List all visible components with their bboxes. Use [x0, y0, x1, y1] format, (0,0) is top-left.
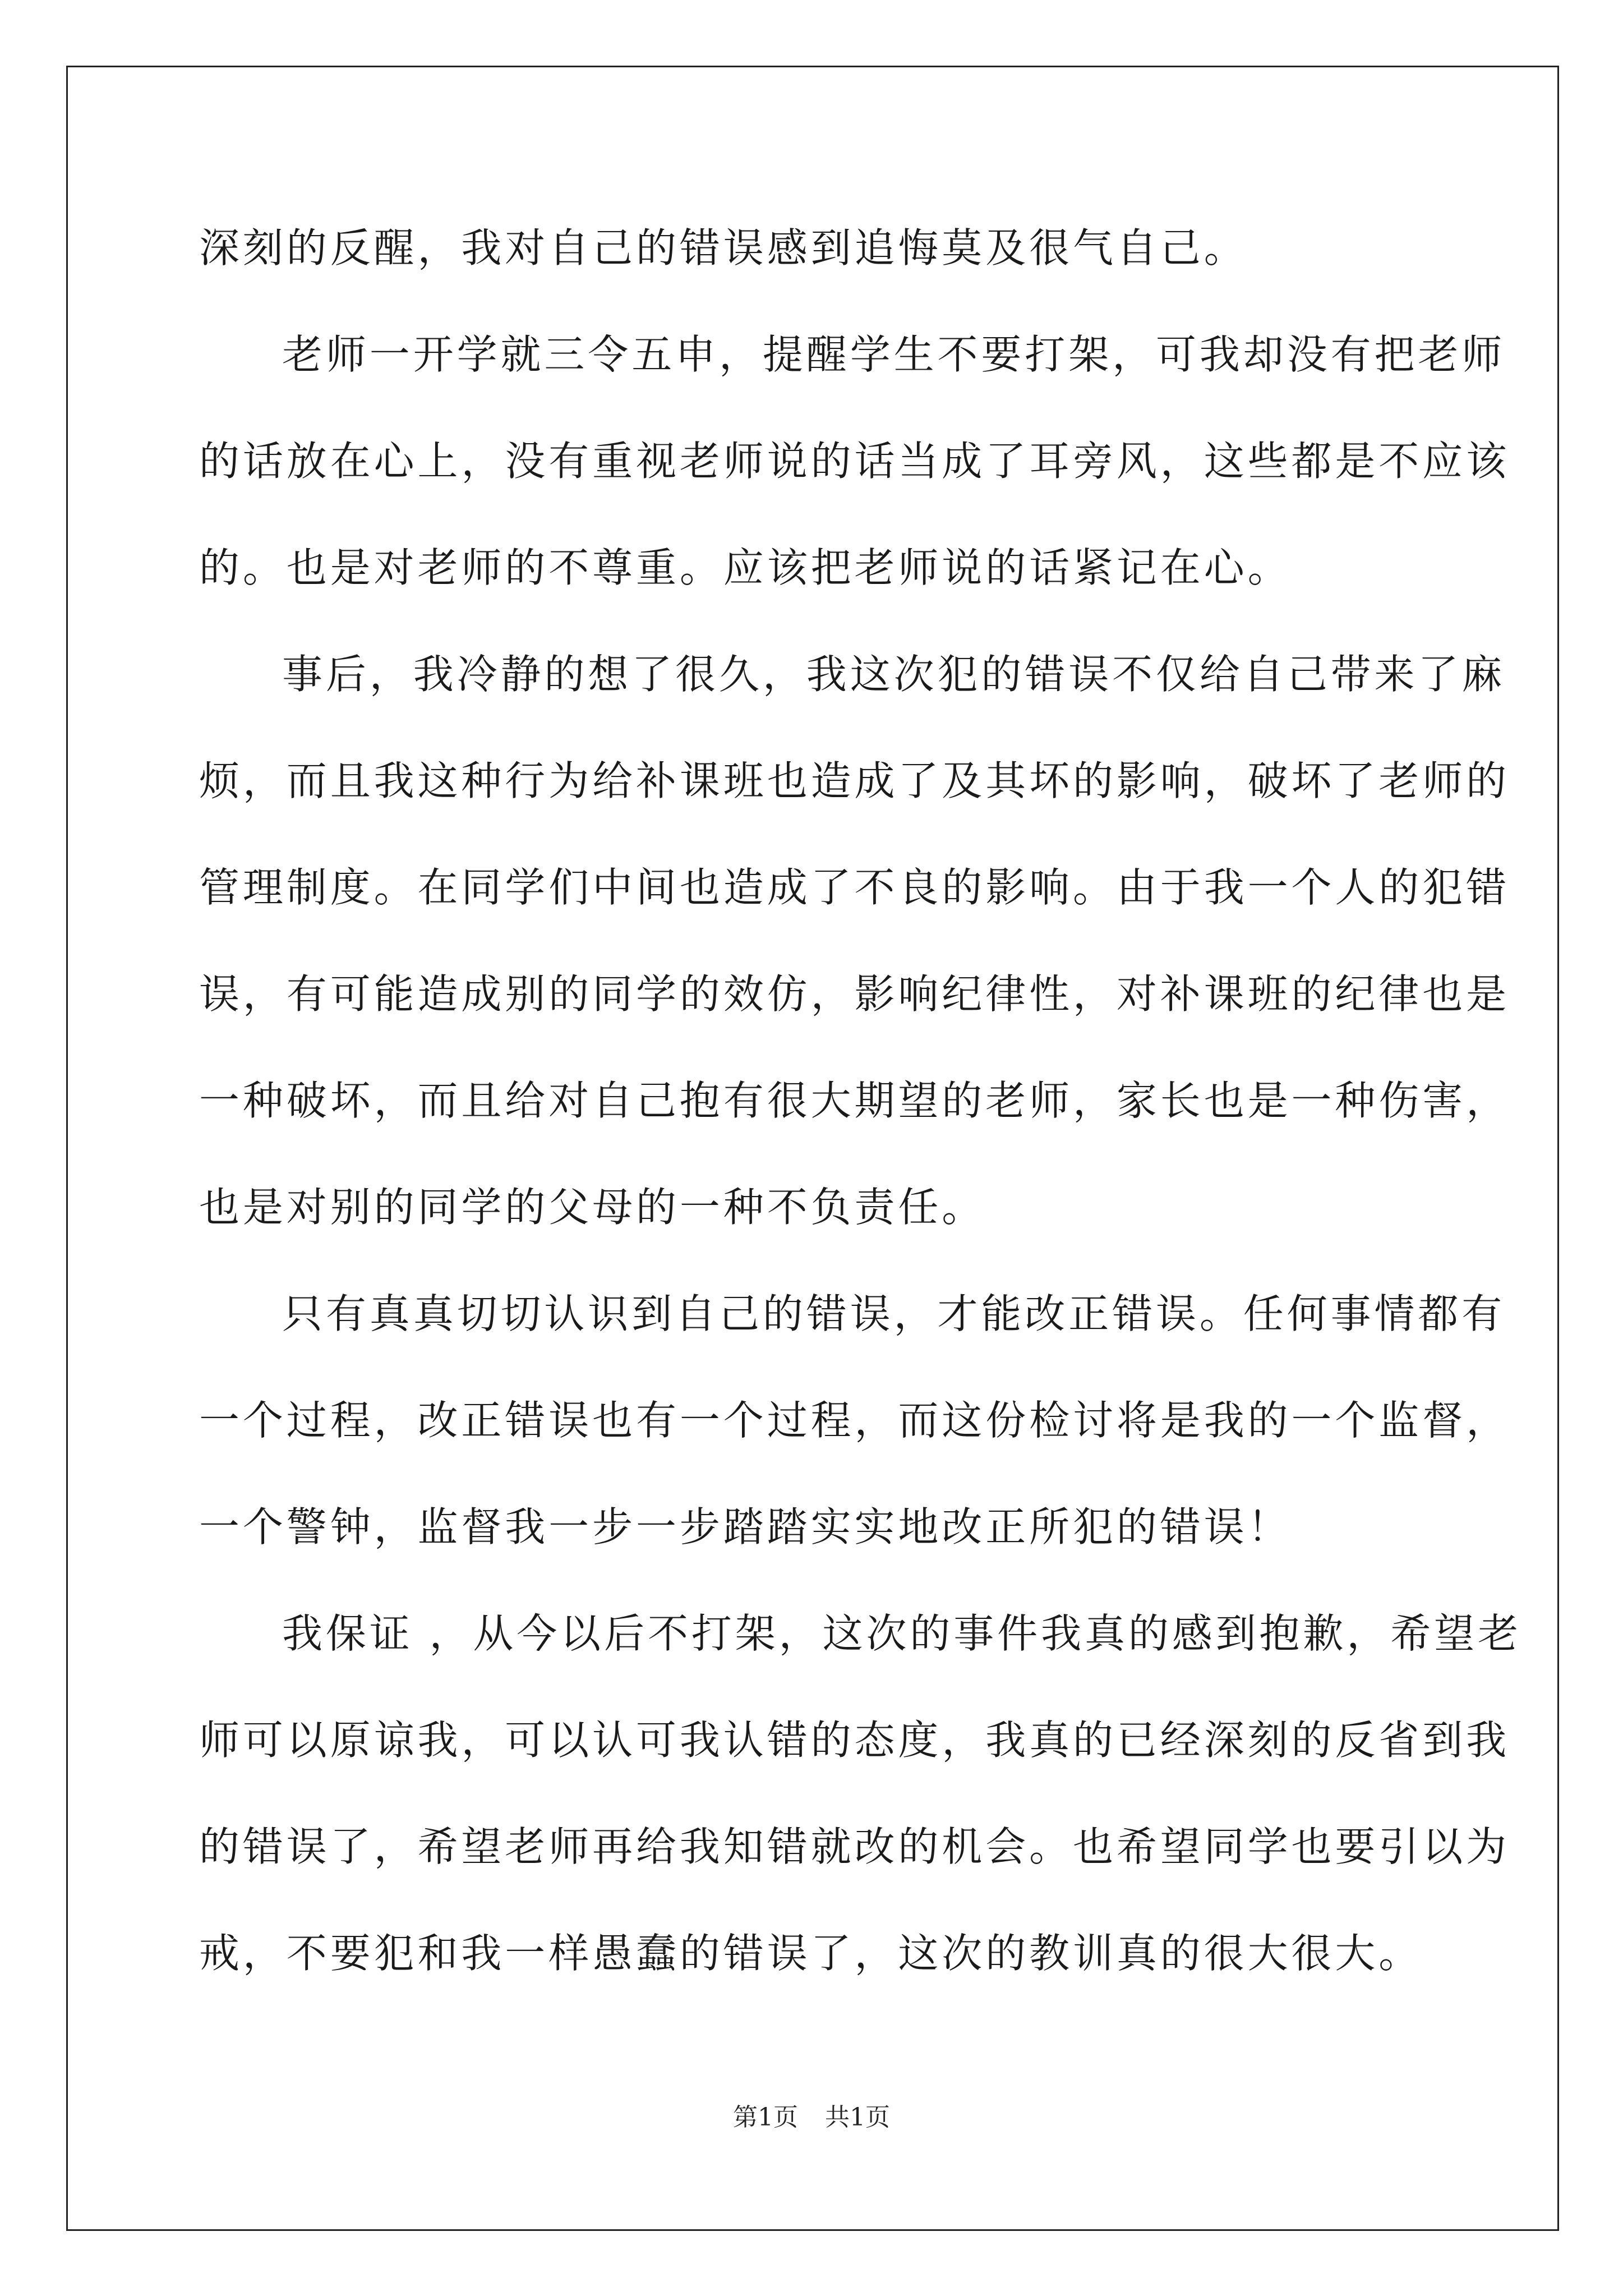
text-line: 的。也是对老师的不尊重。应该把老师说的话紧记在心。: [199, 544, 1292, 591]
text-line: 我保证 ，从今以后不打架，这次的事件我真的感到抱歉，希望老: [282, 1610, 1521, 1657]
page-number-total: 共1页: [825, 2103, 890, 2132]
text-line: 深刻的反醒，我对自己的错误感到追悔莫及很气自己。: [199, 224, 1248, 272]
page-number-current: 第1页: [733, 2103, 798, 2132]
page-footer: [0, 2097, 1623, 2133]
text-line: 的话放在心上，没有重视老师说的话当成了耳旁风，这些都是不应该: [199, 438, 1510, 485]
text-line: 一种破坏，而且给对自己抱有很大期望的老师，家长也是一种伤害，: [199, 1077, 1510, 1124]
text-line: 管理制度。在同学们中间也造成了不良的影响。由于我一个人的犯错: [199, 864, 1510, 911]
text-line: 误，有可能造成别的同学的效仿，影响纪律性，对补课班的纪律也是: [199, 970, 1510, 1018]
document-body: [199, 216, 1521, 2028]
text-line: 烦，而且我这种行为给补课班也造成了及其坏的影响，破坏了老师的: [199, 757, 1510, 804]
text-line: 戒，不要犯和我一样愚蠢的错误了，这次的教训真的很大很大。: [199, 1930, 1423, 1977]
text-line: 也是对别的同学的父母的一种不负责任。: [199, 1184, 986, 1231]
text-line: 师可以原谅我，可以认可我认错的态度，我真的已经深刻的反省到我: [199, 1717, 1510, 1764]
text-line: 老师一开学就三令五申，提醒学生不要打架，可我却没有把老师: [282, 331, 1506, 378]
text-line: 的错误了，希望老师再给我知错就改的机会。也希望同学也要引以为: [199, 1823, 1510, 1870]
text-line: 只有真真切切认识到自己的错误，才能改正错误。任何事情都有: [282, 1290, 1506, 1337]
text-line: 一个过程，改正错误也有一个过程，而这份检讨将是我的一个监督，: [199, 1397, 1510, 1444]
text-line: 一个警钟，监督我一步一步踏踏实实地改正所犯的错误！: [199, 1503, 1292, 1550]
text-line: 事后，我冷静的想了很久，我这次犯的错误不仅给自己带来了麻: [282, 651, 1506, 698]
